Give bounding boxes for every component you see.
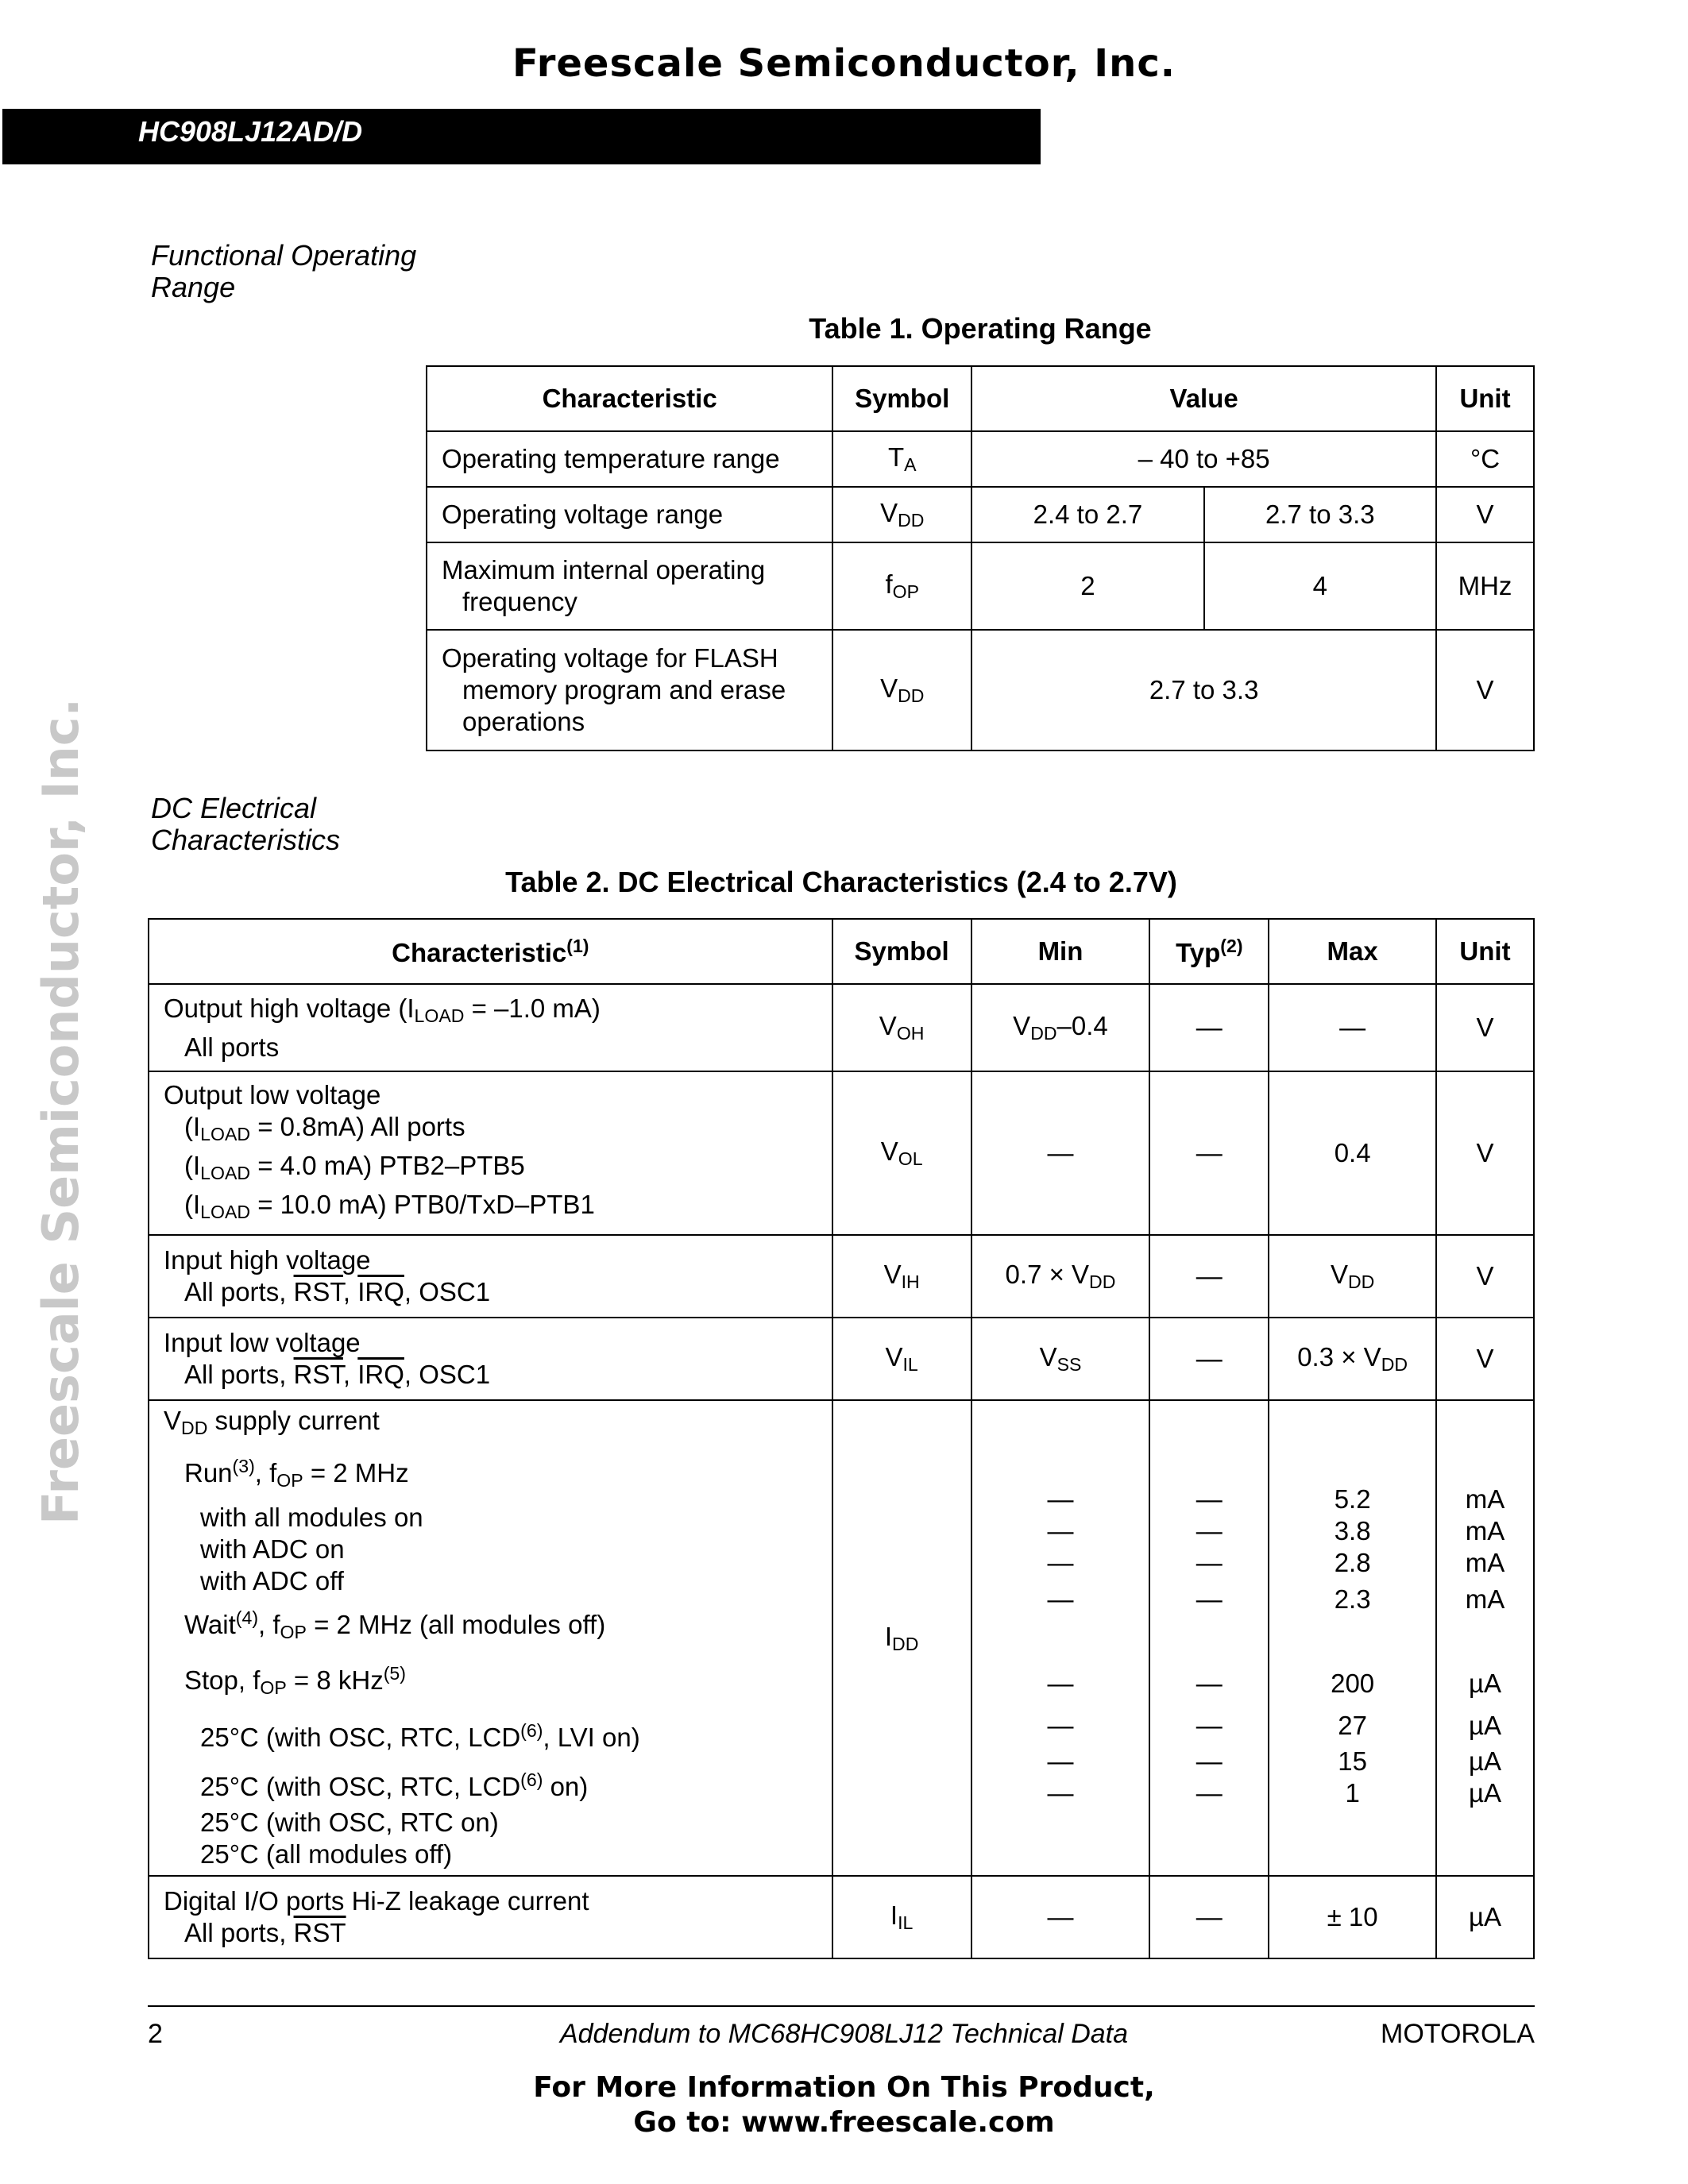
cell-symbol: $I_{DD}$ (832, 1400, 971, 1876)
cell-unit: MHz (1436, 542, 1534, 630)
more-info-line: For More Information On This Product, (533, 2071, 1155, 2104)
cell-max: $V_{DD}$ (1269, 1235, 1436, 1318)
cell-symbol: $V_{DD}$ (832, 630, 971, 751)
cell-characteristic: Input low voltage All ports, $\overline{RST}$, $\overline{IRQ}$, OSC1 (149, 1318, 832, 1400)
table-row (427, 487, 1534, 542)
cell-unit: V (1436, 487, 1534, 542)
cell-typ: — (1149, 1318, 1269, 1400)
cell-typ: — (1149, 1876, 1269, 1958)
cell-value: – 40 to +85 (971, 431, 1436, 487)
section-heading-operating-range (151, 240, 416, 303)
more-info-link[interactable]: Go to: www.freescale.com (633, 2106, 1055, 2139)
table-row (149, 1400, 1534, 1876)
header-value: Value (971, 366, 1436, 431)
cell-characteristic: Digital I/O ports Hi-Z leakage current All ports, $\overline{RST}$ (149, 1876, 832, 1958)
cell-unit: mA mA mA mA µA µA µA µA (1436, 1400, 1534, 1876)
table-row (427, 431, 1534, 487)
header-symbol: Symbol (832, 366, 971, 431)
table-row (149, 1876, 1534, 1958)
company-name: Freescale Semiconductor, Inc. (512, 41, 1176, 86)
cell-unit: µA (1436, 1876, 1534, 1958)
operating-range-table (426, 365, 1535, 751)
table-row (149, 1235, 1534, 1318)
table1-caption: Table 1. Operating Range (809, 312, 1152, 345)
header-typ: Typ$^{(2)}$ (1149, 919, 1269, 984)
header-unit: Unit (1436, 919, 1534, 984)
cell-symbol: $V_{IH}$ (832, 1235, 971, 1318)
footer-rule (148, 2005, 1535, 2007)
header-unit: Unit (1436, 366, 1534, 431)
cell-unit: V (1436, 984, 1534, 1071)
cell-max: 5.2 3.8 2.8 2.3 200 27 15 1 (1269, 1400, 1436, 1876)
heading-line: Range (151, 271, 236, 303)
cell-typ: — — — — — — — — (1149, 1400, 1269, 1876)
cell-symbol: $I_{IL}$ (832, 1876, 971, 1958)
cell-max: ± 10 (1269, 1876, 1436, 1958)
footer-title: Addendum to MC68HC908LJ12 Technical Data (559, 2019, 1129, 2049)
table-row (149, 1318, 1534, 1400)
dc-characteristics-table (148, 918, 1535, 1959)
header-min: Min (971, 919, 1150, 984)
cell-symbol: $f_{OP}$ (832, 542, 971, 630)
cell-min: $V_{SS}$ (971, 1318, 1150, 1400)
cell-symbol: $V_{DD}$ (832, 487, 971, 542)
cell-unit: °C (1436, 431, 1534, 487)
document-id: HC908LJ12AD/D (138, 115, 363, 148)
cell-value: 2 (971, 542, 1203, 630)
cell-characteristic: Operating temperature range (427, 431, 832, 487)
cell-unit: V (1436, 1318, 1534, 1400)
section-heading-dc-characteristics (151, 793, 340, 856)
cell-characteristic: Maximum internal operating frequency (427, 542, 832, 630)
cell-max: 0.4 (1269, 1071, 1436, 1235)
cell-max: — (1269, 984, 1436, 1071)
cell-value: 2.7 to 3.3 (971, 630, 1436, 751)
cell-typ: — (1149, 984, 1269, 1071)
cell-unit: V (1436, 1071, 1534, 1235)
cell-characteristic: Operating voltage for FLASH memory program and erase operations (427, 630, 832, 751)
table-row (149, 984, 1534, 1071)
cell-min: $V_{DD}-0.4$ (971, 984, 1150, 1071)
cell-min: — (971, 1071, 1150, 1235)
header-max: Max (1269, 919, 1436, 984)
cell-unit: V (1436, 1235, 1534, 1318)
cell-max: $0.3 \times V_{DD}$ (1269, 1318, 1436, 1400)
cell-value: 2.7 to 3.3 (1204, 487, 1436, 542)
heading-line: Characteristics (151, 824, 341, 856)
heading-line: DC Electrical (151, 792, 317, 824)
cell-min: — — — — — — — — (971, 1400, 1150, 1876)
cell-value: 4 (1204, 542, 1436, 630)
cell-symbol: $T_A$ (832, 431, 971, 487)
cell-symbol: $V_{OH}$ (832, 984, 971, 1071)
cell-min: — (971, 1876, 1150, 1958)
header-characteristic: Characteristic (427, 366, 832, 431)
cell-unit: V (1436, 630, 1534, 751)
side-watermark: Freescale Semiconductor, Inc. (32, 697, 90, 1525)
cell-typ: — (1149, 1235, 1269, 1318)
footer-brand: MOTOROLA (1381, 2019, 1535, 2049)
header-symbol: Symbol (832, 919, 971, 984)
cell-characteristic: Output high voltage ($I_{LOAD} = -1.0$ mA) All ports (149, 984, 832, 1071)
cell-characteristic: $V_{DD}$ supply current Run$^{(3)}$, $f_{OP} = 2$ MHz with all modules on with ADC on with ADC off Wait$^{(4)}$, $f_{OP} = 2$ MHz (all modules off) Stop, $f_{OP} = 8$ kHz$^{(5)}$ 25°C (with OSC, RTC, LCD$^{(6)}$, LVI on) 25°C (with OSC, RTC, LCD$^{(6)}$ on) 25°C (with OSC, RTC on) 25°C (all modules off) (149, 1400, 832, 1876)
table2-caption: Table 2. DC Electrical Characteristics (2.4 to 2.7V) (505, 866, 1177, 898)
cell-value: 2.4 to 2.7 (971, 487, 1203, 542)
cell-typ: — (1149, 1071, 1269, 1235)
header-characteristic: Characteristic$^{(1)}$ (149, 919, 832, 984)
heading-line: Functional Operating (151, 239, 417, 272)
cell-symbol: $V_{IL}$ (832, 1318, 971, 1400)
cell-min: $0.7 \times V_{DD}$ (971, 1235, 1150, 1318)
cell-characteristic: Output low voltage $(I_{LOAD} = 0.8mA)$ All ports ($I_{LOAD} = 4.0$ mA) PTB2–PTB5 ($I_{LOAD} = 10.0$ mA) PTB0/TxD–PTB1 (149, 1071, 832, 1235)
cell-characteristic: Input high voltage All ports, $\overline{RST}$, $\overline{IRQ}$, OSC1 (149, 1235, 832, 1318)
table-row (427, 542, 1534, 630)
table-row (149, 1071, 1534, 1235)
cell-characteristic: Operating voltage range (427, 487, 832, 542)
table-row (427, 630, 1534, 751)
page-number: 2 (148, 2019, 163, 2049)
cell-symbol: $V_{OL}$ (832, 1071, 971, 1235)
